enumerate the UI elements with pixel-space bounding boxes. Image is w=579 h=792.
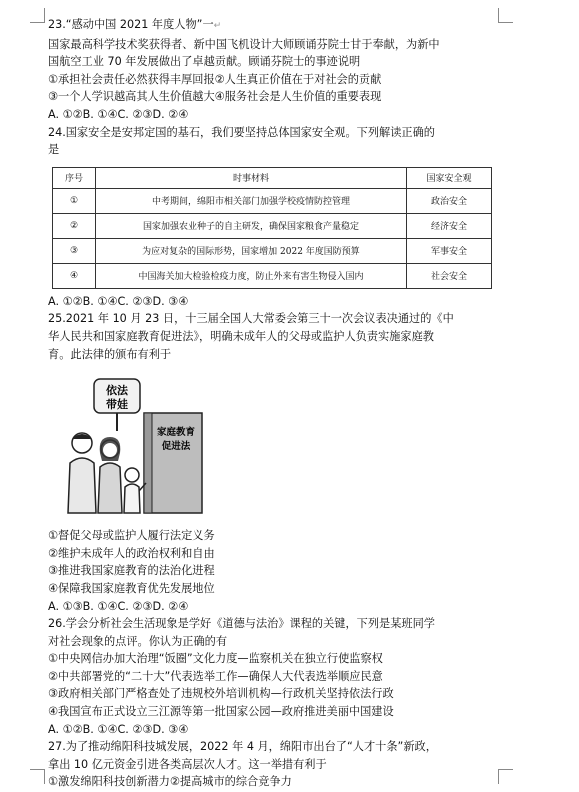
book-title-2: 促进法 (161, 441, 191, 453)
question-27 (48, 738, 506, 791)
table-cell-security-view: 政治安全 (407, 188, 492, 213)
q25-option-4: ④保障我国家庭教育优先发展地位 (48, 581, 215, 595)
q24-stem-line-1: 24.国家安全是安邦定国的基石，我们要坚持总体国家安全观。下列解读正确的 (48, 125, 435, 139)
q25-option-2: ②维护未成年人的政治权利和自由 (48, 546, 215, 560)
table-cell-number: ② (53, 213, 96, 238)
q26-answer-choices: A. ①②B. ①④C. ②③D. ③④ (48, 722, 189, 736)
question-24 (48, 124, 506, 311)
family-illustration-svg (60, 373, 210, 523)
table-cell-number: ① (53, 188, 96, 213)
q25-answer-choices: A. ①③B. ①④C. ②③D. ②④ (48, 599, 189, 613)
book-spine (144, 413, 152, 513)
family-education-illustration (60, 373, 210, 523)
exam-page (48, 16, 506, 791)
q23-option-line-2: ③一个人学识越高其人生价值越大④服务社会是人生价值的重要表现 (48, 90, 382, 104)
table-row (53, 238, 492, 263)
table-row (53, 188, 492, 213)
q27-stem-line-2: 拿出 10 亿元资金引进各类高层次人才。这一举措有利于 (48, 757, 327, 771)
child-head (125, 468, 139, 482)
q24-table (52, 167, 492, 289)
q27-stem-line-1: 27.为了推动绵阳科技城发展，2022 年 4 月，绵阳市出台了“人才十条”新政， (48, 740, 437, 754)
sign-text-2: 带娃 (106, 398, 128, 412)
q23-stem-line-1: 23.“感动中国 2021 年度人物”一↵ (48, 18, 222, 31)
table-row (53, 213, 492, 238)
table-header-number: 序号 (53, 167, 96, 188)
question-26 (48, 615, 506, 738)
mother-body (98, 463, 122, 513)
table-header-security-view: 国家安全观 (407, 167, 492, 188)
book-title-1: 家庭教育 (156, 427, 196, 439)
father-hair (72, 434, 92, 439)
table-header-row (53, 167, 492, 188)
q26-stem-line-2: 对社会现象的点评。你认为正确的有 (48, 634, 228, 648)
q23-stem-line-2: 国家最高科学技术奖获得者、新中国飞机设计大师顾诵芬院士甘于奉献，为新中 (48, 37, 440, 51)
q26-option-2: ②中共部署党的“二十大”代表选举工作—确保人大代表选举顺应民意 (48, 669, 383, 683)
q25-stem-line-2: 华人民共和国家庭教育促进法》，明确未成年人的父母或监护人负责实施家庭教 (48, 329, 434, 343)
table-cell-security-view: 军事安全 (407, 238, 492, 263)
table-cell-security-view: 社会安全 (407, 263, 492, 288)
table-cell-material: 中国海关加大检验检疫力度，防止外来有害生物侵入国内 (96, 263, 407, 288)
q24-answer-choices: A. ①②B. ①④C. ②③D. ③④ (48, 294, 189, 308)
q26-option-3: ③政府相关部门严格查处了违规校外培训机构—行政机关坚持依法行政 (48, 687, 394, 701)
table-header-material: 时事材料 (96, 167, 407, 188)
q25-option-1: ①督促父母或监护人履行法定义务 (48, 529, 215, 543)
table-cell-number: ③ (53, 238, 96, 263)
table-cell-material: 国家加强农业种子的自主研发，确保国家粮食产量稳定 (96, 213, 407, 238)
mother-face (103, 443, 117, 457)
q27-option-line-1: ①激发绵阳科技创新潜力②提高城市的综合竞争力 (48, 775, 292, 789)
q25-option-3: ③推进我国家庭教育的法治化进程 (48, 564, 215, 578)
q26-option-4: ④我国宣布正式设立三江源等第一批国家公园—政府推进美丽中国建设 (48, 705, 394, 719)
table-row (53, 263, 492, 288)
q25-stem-line-3: 育。此法律的颁布有利于 (48, 347, 172, 361)
table-cell-security-view: 经济安全 (407, 213, 492, 238)
sign-text-1: 依法 (106, 384, 128, 398)
q26-option-1: ①中央网信办加大治理“饭圈”文化力度—监察机关在独立行使监察权 (48, 652, 383, 666)
question-23 (48, 16, 506, 124)
table-cell-material: 为应对复杂的国际形势，国家增加 2022 年度国防预算 (96, 238, 407, 263)
q23-option-line-1: ①承担社会责任必然获得丰厚回报②人生真正价值在于对社会的贡献 (48, 72, 382, 86)
table-cell-number: ④ (53, 263, 96, 288)
question-25 (48, 310, 506, 615)
q23-answer-choices: A. ①②B. ①④C. ②③D. ②④ (48, 107, 189, 121)
q25-stem-line-1: 25.2021 年 10 月 23 日，十三届全国人大常委会第三十一次会议表决通过的《中 (48, 312, 454, 326)
crop-mark-bottom-left (30, 769, 45, 784)
q23-stem-line-3: 国航空工业 70 年发展做出了卓越贡献。顾诵芬院士的事迹说明 (48, 55, 361, 69)
q26-stem-line-1: 26.学会分析社会生活现象是学好《道德与法治》课程的关键，下列是某班同学 (48, 617, 435, 631)
table-cell-material: 中考期间，绵阳市相关部门加强学校疫情防控管理 (96, 188, 407, 213)
crop-mark-top-left (30, 8, 45, 23)
child-body (124, 484, 140, 513)
father-body (68, 458, 96, 513)
q24-stem-line-2: 是 (48, 143, 60, 157)
